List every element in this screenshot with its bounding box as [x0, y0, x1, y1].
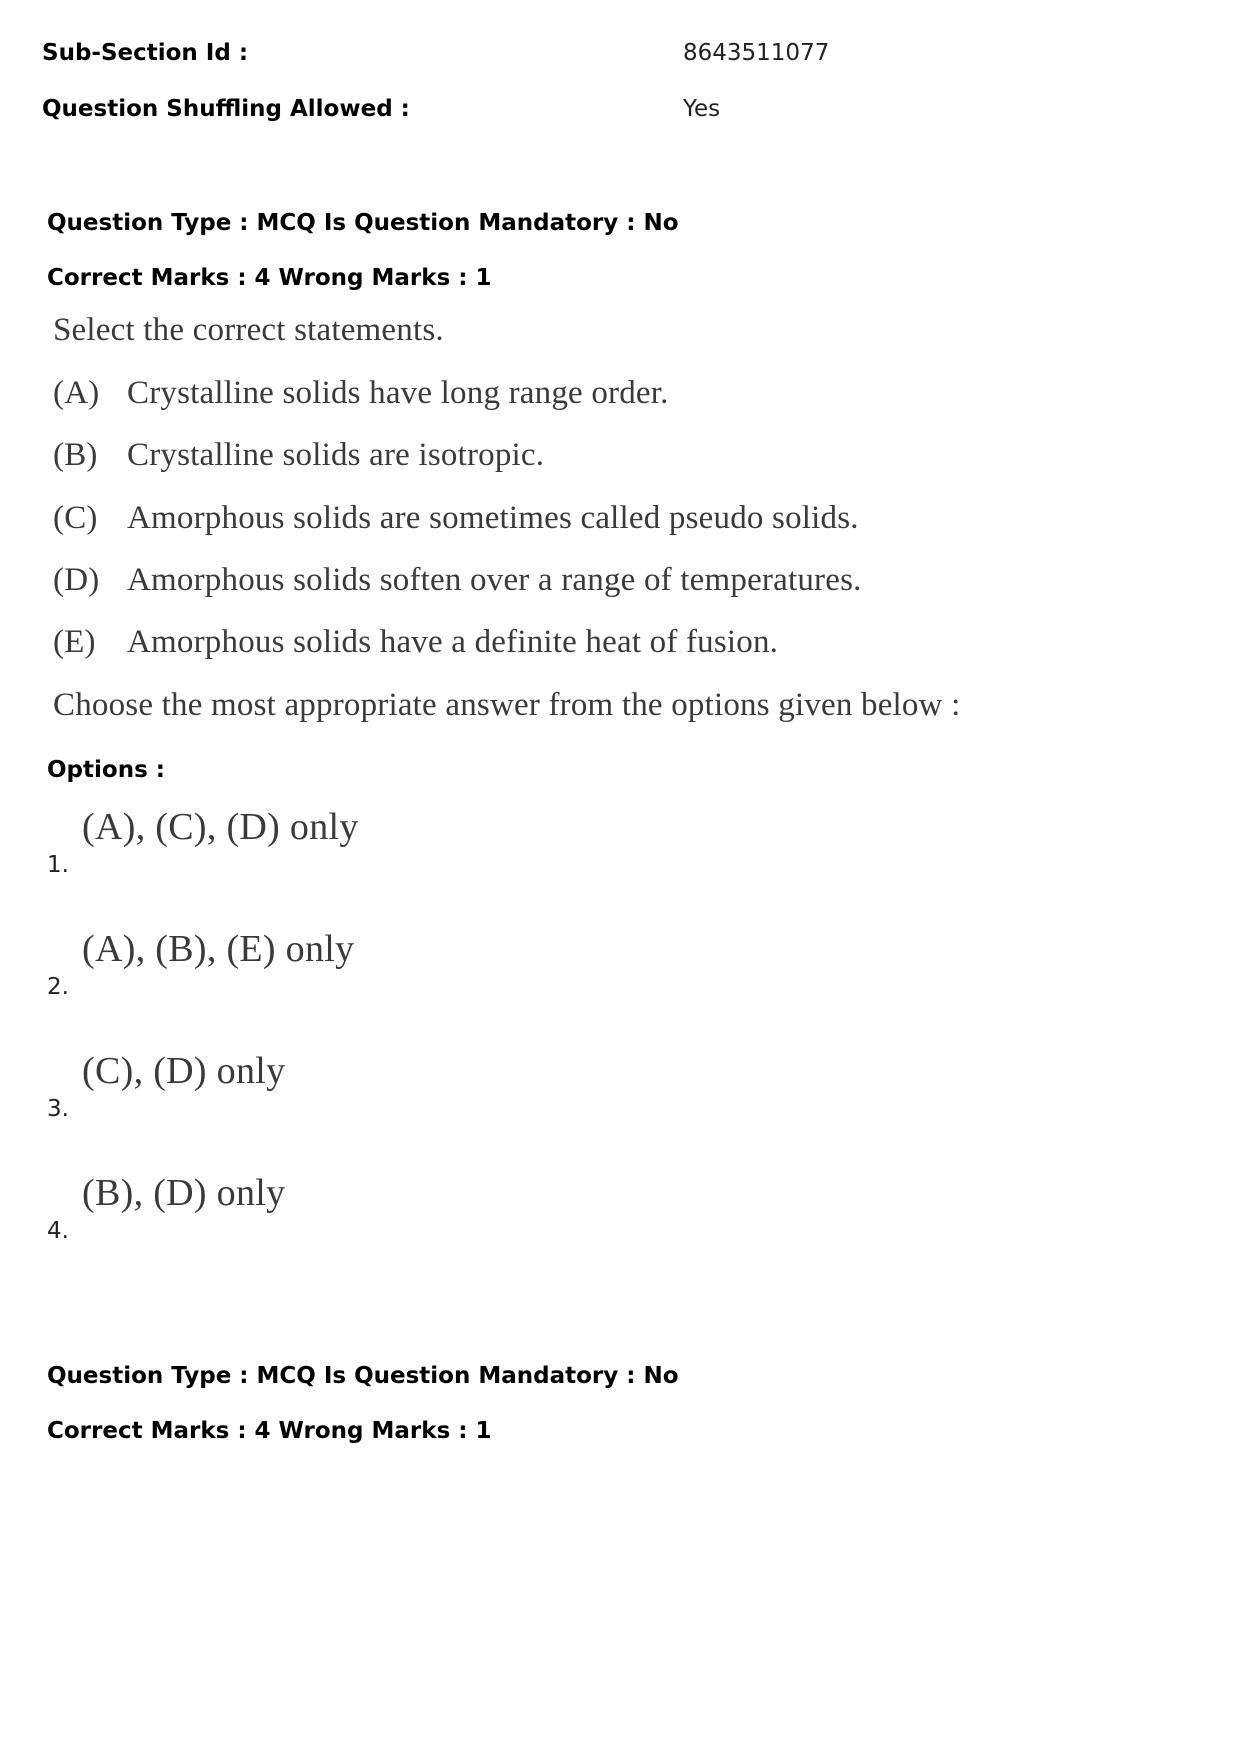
statement-letter: (A): [53, 375, 100, 411]
option-text: (B), (D) only: [82, 1172, 286, 1214]
option-number: 3.: [47, 1096, 69, 1122]
question-2-type-line: Question Type : MCQ Is Question Mandatory : No: [47, 1363, 679, 1389]
question-type-line: Question Type : MCQ Is Question Mandatory : No: [47, 210, 679, 236]
shuffling-label: Question Shuffling Allowed :: [42, 96, 410, 122]
sub-section-value: 8643511077: [683, 40, 830, 66]
option-text: (A), (B), (E) only: [82, 928, 355, 970]
question-instruction: Choose the most appropriate answer from the options given below :: [53, 687, 961, 723]
statement-text: Crystalline solids are isotropic.: [127, 437, 545, 473]
statement-letter: (E): [53, 624, 96, 660]
statement-text: Crystalline solids have long range order.: [127, 375, 669, 411]
option-number: 4.: [47, 1218, 69, 1244]
option-text: (A), (C), (D) only: [82, 806, 359, 848]
statement-text: Amorphous solids have a definite heat of fusion.: [127, 624, 779, 660]
statement-b: [53, 437, 544, 474]
statement-e: [53, 624, 778, 661]
option-3[interactable]: [47, 1049, 286, 1122]
statement-letter: (D): [53, 562, 100, 598]
options-label: Options :: [47, 757, 165, 783]
sub-section-label: Sub-Section Id :: [42, 40, 249, 66]
question-prompt: Select the correct statements.: [53, 312, 444, 348]
statement-text: Amorphous solids soften over a range of temperatures.: [127, 562, 862, 598]
question-marks-line: Correct Marks : 4 Wrong Marks : 1: [47, 265, 492, 291]
option-2[interactable]: [47, 927, 355, 1000]
option-number: 2.: [47, 974, 69, 1000]
statement-a: [53, 375, 669, 412]
option-number: 1.: [47, 852, 69, 878]
statement-letter: (C): [53, 500, 98, 536]
statement-text: Amorphous solids are sometimes called pseudo solids.: [127, 500, 859, 536]
option-4[interactable]: [47, 1171, 286, 1244]
shuffling-value: Yes: [683, 96, 721, 122]
statement-d: [53, 562, 862, 599]
statement-c: [53, 500, 859, 537]
question-2-marks-line: Correct Marks : 4 Wrong Marks : 1: [47, 1418, 492, 1444]
statement-letter: (B): [53, 437, 98, 473]
option-text: (C), (D) only: [82, 1050, 286, 1092]
option-1[interactable]: [47, 805, 359, 878]
